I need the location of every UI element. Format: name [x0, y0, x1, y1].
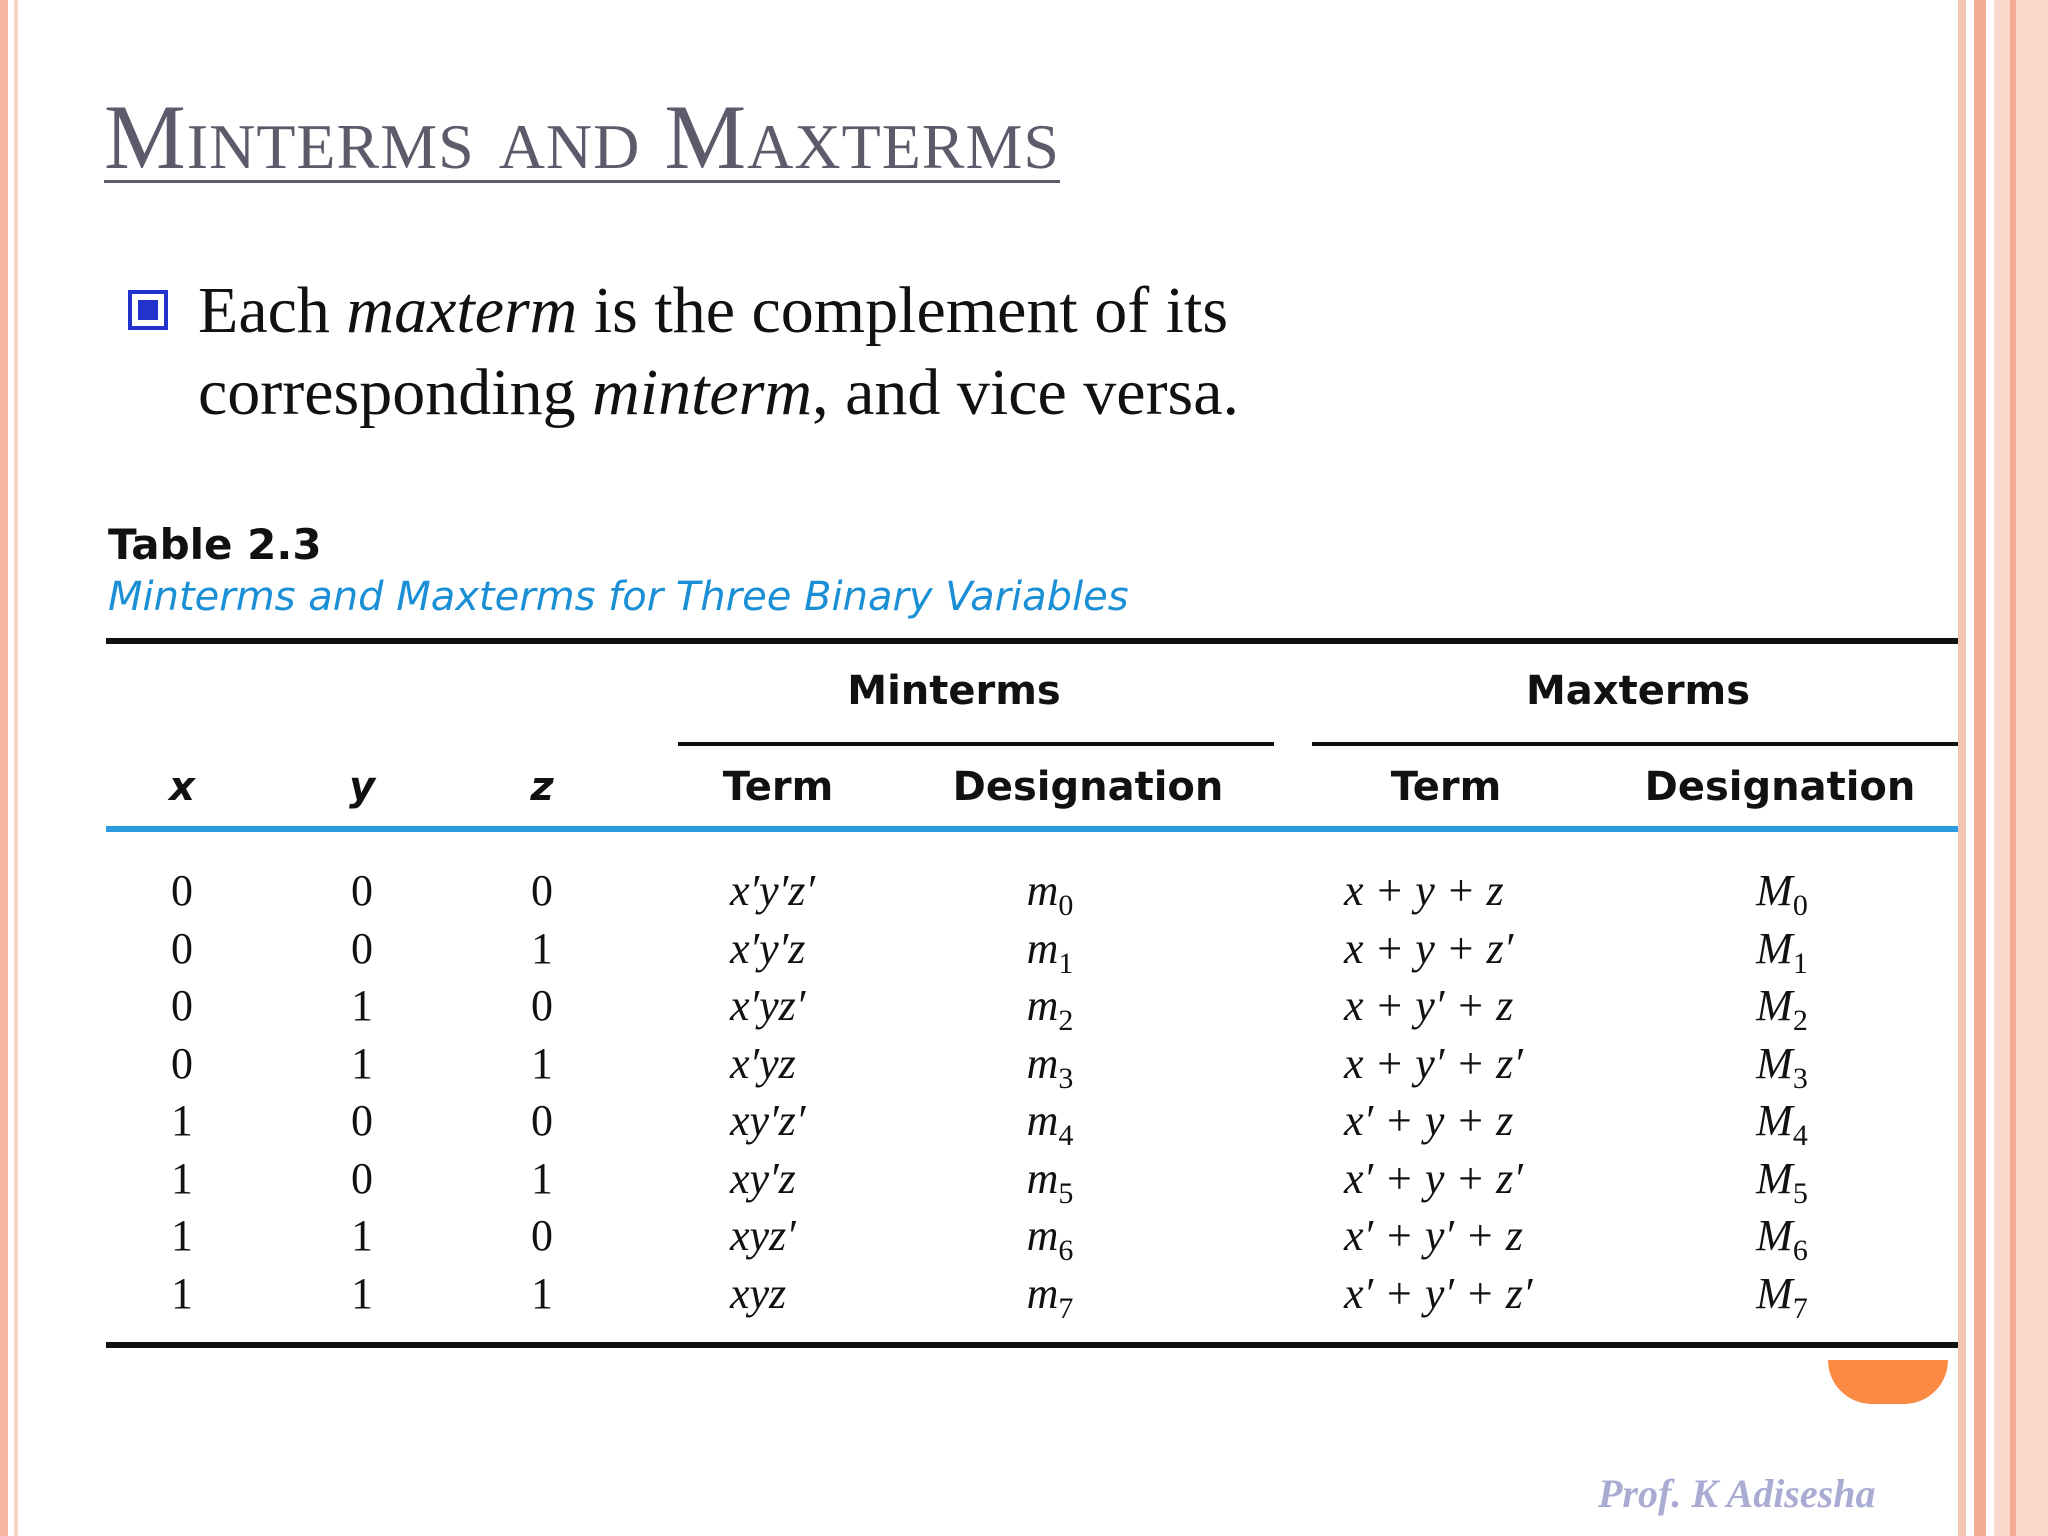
cell-z: 1 — [531, 1038, 553, 1088]
cell-maxterm-designation: $M_5$ — [1756, 1153, 1808, 1210]
cell-minterm-designation: $m_7$ — [1026, 1268, 1074, 1325]
cell-y: 1 — [351, 1211, 373, 1260]
designation-index: 5 — [1792, 1176, 1808, 1210]
designation-index: 1 — [1792, 946, 1808, 980]
cell-minterm-designation: $m_6$ — [1026, 1211, 1074, 1267]
cell-maxterm-designation: $M_0$ — [1756, 866, 1808, 922]
designation-index: 2 — [1792, 1003, 1808, 1037]
cell-maxterm-designation: $M_1$ — [1756, 923, 1808, 980]
table-row — [0, 1092, 1960, 1150]
column-header-y: y — [348, 764, 376, 810]
column-header-z: z — [530, 764, 554, 810]
cell-maxterm-designation: $M_2$ — [1756, 981, 1808, 1037]
cell-minterm-term: xy′z — [730, 1153, 796, 1203]
designation-index: 3 — [1792, 1061, 1808, 1095]
bullet-emphasis-minterm: minterm — [592, 356, 813, 429]
cell-maxterm-designation: $M_7$ — [1756, 1268, 1808, 1325]
cell-y: 0 — [351, 923, 373, 973]
table-bottom-rule — [106, 1342, 1958, 1348]
designation-index: 2 — [1058, 1003, 1074, 1037]
designation-index: 4 — [1792, 1118, 1808, 1152]
designation-index: 3 — [1058, 1061, 1074, 1095]
cell-maxterm-term: x′ + y′ + z′ — [1344, 1268, 1533, 1318]
bullet-text-part: is the complement of its corresponding — [198, 274, 1229, 429]
cell-y: 1 — [351, 1268, 373, 1318]
cell-minterm-term: xyz′ — [730, 1211, 796, 1260]
table-row — [0, 1150, 1960, 1208]
cell-z: 0 — [531, 981, 553, 1030]
cell-maxterm-term: x′ + y + z — [1344, 1096, 1514, 1145]
cell-y: 1 — [351, 1038, 373, 1088]
designation-index: 1 — [1058, 946, 1074, 980]
right-border-band — [1994, 0, 2048, 1536]
cell-minterm-designation: $m_4$ — [1026, 1096, 1074, 1152]
cell-z: 1 — [531, 1153, 553, 1203]
bullet-text-part: , and vice versa. — [812, 356, 1240, 429]
cell-x: 0 — [171, 1038, 193, 1088]
designation-index: 0 — [1058, 888, 1074, 922]
cell-y: 1 — [351, 981, 373, 1030]
cell-minterm-term: xy′z′ — [730, 1096, 806, 1145]
cell-z: 1 — [531, 1268, 553, 1318]
header-bottom-rule — [106, 826, 1958, 832]
table-row — [0, 1207, 1960, 1265]
cell-maxterm-term: x + y + z′ — [1344, 923, 1514, 973]
right-border-stripe-2 — [1974, 0, 1986, 1536]
cell-minterm-designation: $m_0$ — [1026, 866, 1074, 922]
designation-index: 4 — [1058, 1118, 1074, 1152]
cell-minterm-term: x′y′z′ — [730, 866, 816, 915]
cell-minterm-term: xyz — [730, 1268, 787, 1318]
bullet-text-part: Each — [198, 274, 347, 347]
table-row — [0, 920, 1960, 978]
designation-index: 6 — [1058, 1233, 1074, 1267]
cell-y: 0 — [351, 1096, 373, 1145]
minterms-group-rule — [678, 742, 1274, 746]
table-row — [0, 1035, 1960, 1093]
square-bullet-icon — [128, 290, 168, 330]
cell-x: 1 — [171, 1153, 193, 1203]
cell-maxterm-designation: $M_6$ — [1756, 1211, 1808, 1267]
designation-index: 6 — [1792, 1233, 1808, 1267]
cell-y: 0 — [351, 1153, 373, 1203]
cell-minterm-term: x′yz′ — [730, 981, 806, 1030]
table-row — [0, 1265, 1960, 1323]
column-header-maxterm-designation: Designation — [1644, 764, 1916, 810]
cell-maxterm-term: x′ + y′ + z — [1344, 1211, 1523, 1260]
table-row — [0, 862, 1960, 920]
designation-index: 7 — [1792, 1291, 1808, 1325]
cell-maxterm-designation: $M_3$ — [1756, 1038, 1808, 1095]
cell-minterm-designation: $m_1$ — [1026, 923, 1074, 980]
cell-x: 1 — [171, 1211, 193, 1260]
slide-title: Minterms and Maxterms — [104, 86, 1060, 188]
cell-z: 1 — [531, 923, 553, 973]
minterms-group-header: Minterms — [847, 668, 1061, 714]
right-border-stripe-3 — [2010, 0, 2016, 1536]
maxterms-group-rule — [1312, 742, 1958, 746]
cell-minterm-term: x′y′z — [730, 923, 806, 973]
cell-maxterm-term: x + y + z — [1344, 866, 1504, 915]
cell-maxterm-term: x + y′ + z′ — [1344, 1038, 1523, 1088]
table-number: Table 2.3 — [108, 520, 322, 569]
bullet-text — [198, 270, 1498, 434]
cell-maxterm-term: x′ + y + z′ — [1344, 1153, 1523, 1203]
cell-maxterm-designation: $M_4$ — [1756, 1096, 1808, 1152]
designation-index: 0 — [1792, 888, 1808, 922]
cell-z: 0 — [531, 1211, 553, 1260]
author-signature: Prof. K Adisesha — [1598, 1471, 1876, 1516]
column-header-x: x — [169, 764, 195, 810]
maxterms-group-header: Maxterms — [1525, 668, 1751, 714]
table-top-rule — [106, 638, 1958, 644]
table-caption: Minterms and Maxterms for Three Binary Variables — [108, 574, 1129, 620]
cell-x: 1 — [171, 1096, 193, 1145]
cell-minterm-term: x′yz — [730, 1038, 796, 1088]
table-row — [0, 977, 1960, 1035]
column-header-minterm-designation: Designation — [952, 764, 1224, 810]
cell-maxterm-term: x + y′ + z — [1344, 981, 1514, 1030]
designation-index: 7 — [1058, 1291, 1074, 1325]
cell-y: 0 — [351, 866, 373, 915]
cell-minterm-designation: $m_5$ — [1026, 1153, 1074, 1210]
bullet-emphasis-maxterm: maxterm — [346, 274, 578, 347]
cell-z: 0 — [531, 1096, 553, 1145]
cell-minterm-designation: $m_2$ — [1026, 981, 1074, 1037]
cell-x: 0 — [171, 981, 193, 1030]
cell-x: 0 — [171, 923, 193, 973]
designation-index: 5 — [1058, 1176, 1074, 1210]
cell-x: 0 — [171, 866, 193, 915]
cell-minterm-designation: $m_3$ — [1026, 1038, 1074, 1095]
column-header-maxterm-term: Term — [1390, 764, 1502, 810]
cell-z: 0 — [531, 866, 553, 915]
cell-x: 1 — [171, 1268, 193, 1318]
column-header-minterm-term: Term — [722, 764, 834, 810]
orange-semicircle-decoration — [1828, 1360, 1948, 1404]
